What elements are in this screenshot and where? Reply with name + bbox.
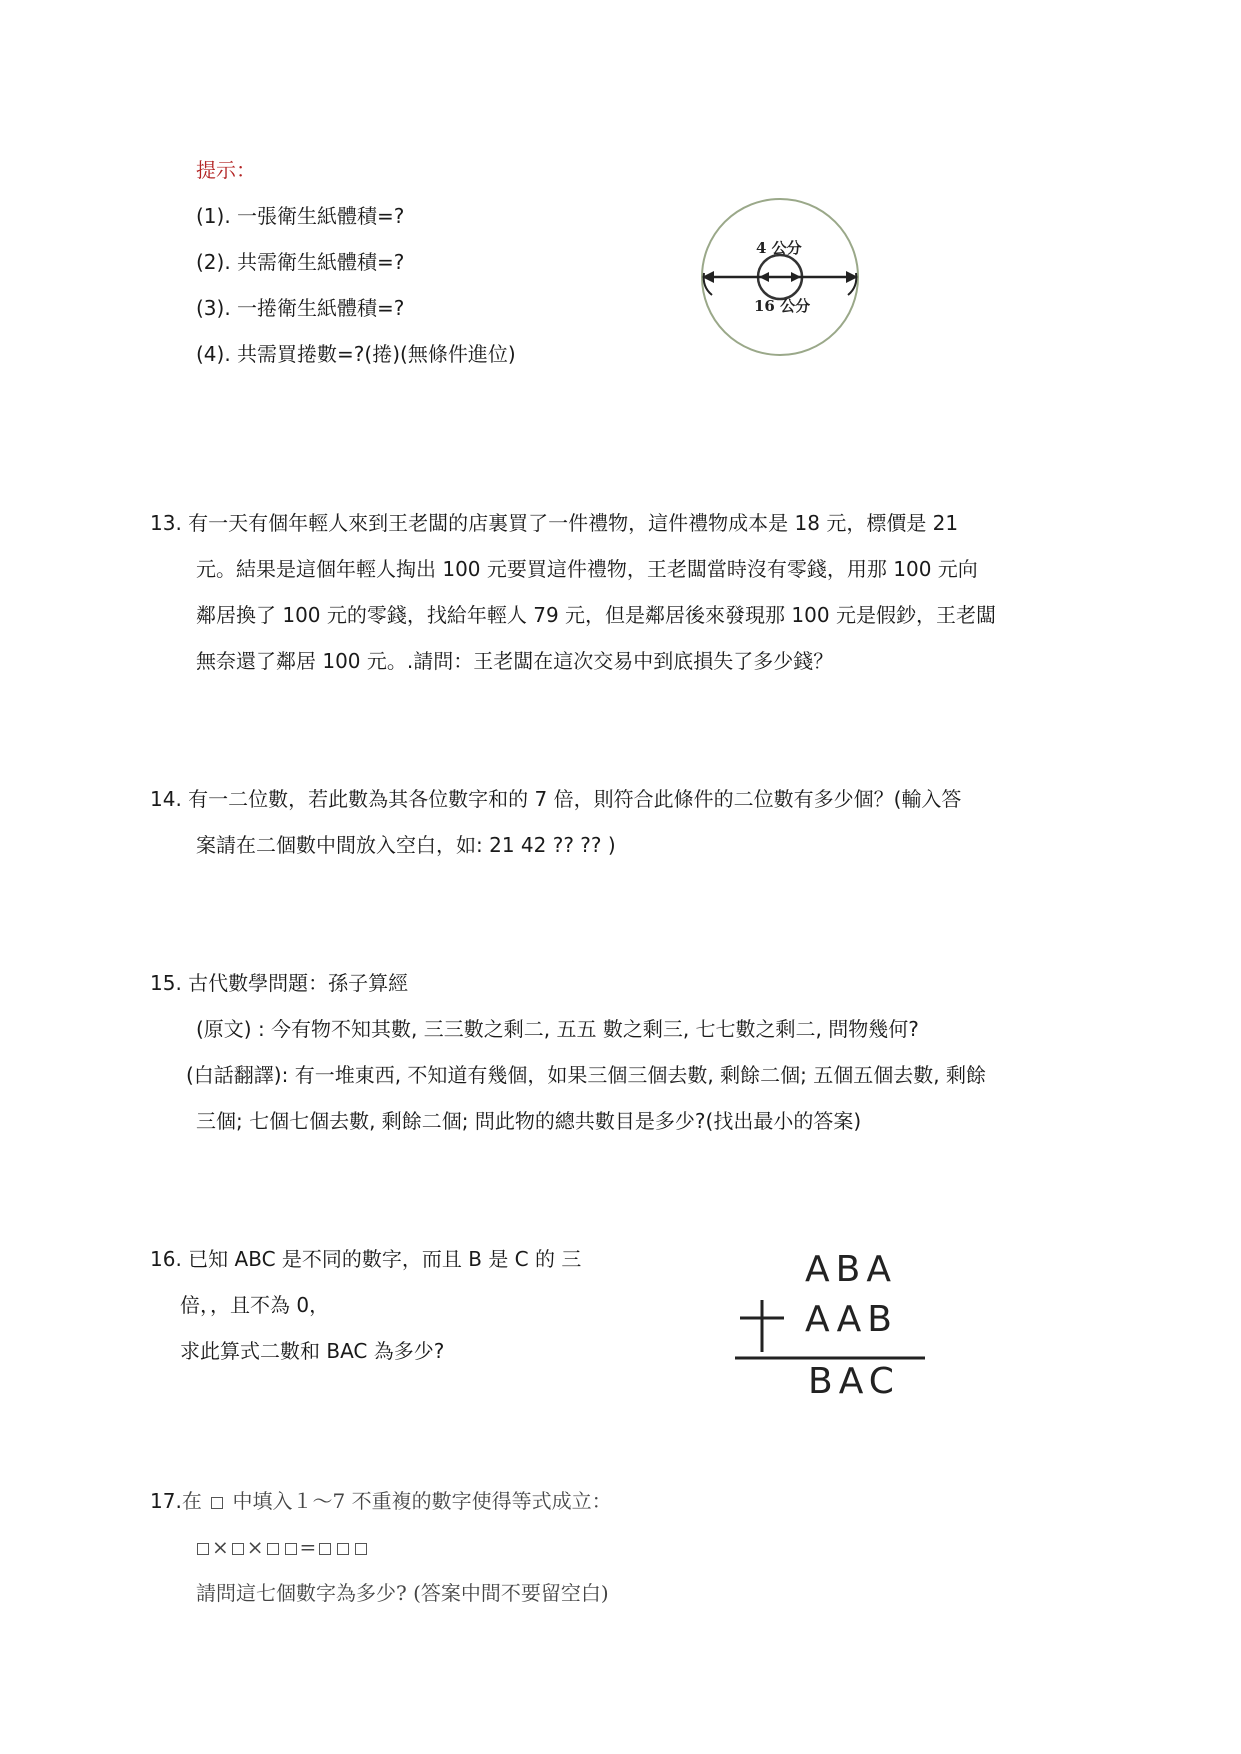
digit-box-6 xyxy=(337,1543,349,1555)
hint-item-3: (3). 一捲衛生紙體積=? xyxy=(196,296,405,320)
q17-text-b: 中填入１～7 不重複的數字使得等式成立： xyxy=(232,1489,612,1513)
q13-line-4: 無奈還了鄰居 100 元。.請問：王老闆在這次交易中到底損失了多少錢？ xyxy=(196,649,834,673)
sum-line xyxy=(735,1356,925,1360)
outer-diameter-label: 16 公分 xyxy=(754,297,811,315)
inner-right-arrow xyxy=(791,272,801,282)
digit-box-5 xyxy=(319,1543,331,1555)
q16-line-3: 求此算式二數和 BAC 為多少? xyxy=(180,1339,445,1363)
q15-line-4: 三個; 七個七個去數, 剩餘二個; 問此物的總共數目是多少?(找出最小的答案) xyxy=(196,1109,862,1133)
q17-line-3: 請問這七個數字為多少? (答案中間不要留空白) xyxy=(196,1581,609,1605)
plus-sign xyxy=(738,1298,786,1354)
times-sign-2: × xyxy=(246,1535,264,1559)
hint-item-1: (1). 一張衛生紙體積=? xyxy=(196,204,405,228)
q13-line-2: 元。結果是這個年輕人掏出 100 元要買這件禮物，王老闆當時沒有零錢，用那 100 元向 xyxy=(196,557,978,581)
q16-line-2: 倍，，且不為 0， xyxy=(180,1293,330,1317)
inner-diameter-label: 4 公分 xyxy=(756,239,802,257)
q14-line-1: 14. 有一二位數，若此數為其各位數字和的 7 倍，則符合此條件的二位數有多少個？(輸入答 xyxy=(150,787,962,811)
q14-line-2: 案請在二個數中間放入空白，如: 21 42 ?? ?? ) xyxy=(196,833,616,857)
q13-line-3: 鄰居換了 100 元的零錢，找給年輕人 79 元，但是鄰居後來發現那 100 元是假鈔，王老闆 xyxy=(196,603,996,627)
blank-box xyxy=(211,1497,223,1509)
digit-box-3 xyxy=(267,1543,279,1555)
hint-item-4: (4). 共需買捲數=?(捲)(無條件進位) xyxy=(196,342,516,366)
digit-box-2 xyxy=(232,1543,244,1555)
q17-equation xyxy=(194,1534,370,1560)
inner-left-arrow xyxy=(759,272,769,282)
equals-sign: = xyxy=(299,1535,317,1559)
times-sign-1: × xyxy=(212,1535,229,1559)
q16-line-1: 16. 已知 ABC 是不同的數字，而且 B 是 C 的 三 xyxy=(150,1247,582,1271)
q17-number: 17. xyxy=(150,1489,182,1513)
digit-box-1 xyxy=(197,1543,209,1555)
q15-line-2: (原文) : 今有物不知其數, 三三數之剩二, 五五 數之剩三, 七七數之剩二, 問物幾何? xyxy=(196,1017,919,1041)
hint-item-2: (2). 共需衛生紙體積=? xyxy=(196,250,405,274)
q15-line-1: 15. 古代數學問題：孫子算經 xyxy=(150,971,409,995)
addition-row-1: ABA xyxy=(805,1249,897,1290)
q13-line-1: 13. 有一天有個年輕人來到王老闆的店裏買了一件禮物，這件禮物成本是 18 元，標價是 21 xyxy=(150,511,959,535)
q17-line-1 xyxy=(150,1488,612,1514)
q17-text-a: 在 xyxy=(181,1489,202,1513)
digit-box-7 xyxy=(355,1543,367,1555)
digit-box-4 xyxy=(285,1543,297,1555)
addition-row-2: AAB xyxy=(805,1299,898,1340)
hint-title: 提示： xyxy=(196,158,256,182)
q15-line-3: (白話翻譯): 有一堆東西, 不知道有幾個，如果三個三個去數, 剩餘二個; 五個五個去數, 剩餘 xyxy=(186,1063,986,1087)
toilet-roll-diagram xyxy=(690,195,870,365)
addition-result: BAC xyxy=(808,1361,900,1402)
